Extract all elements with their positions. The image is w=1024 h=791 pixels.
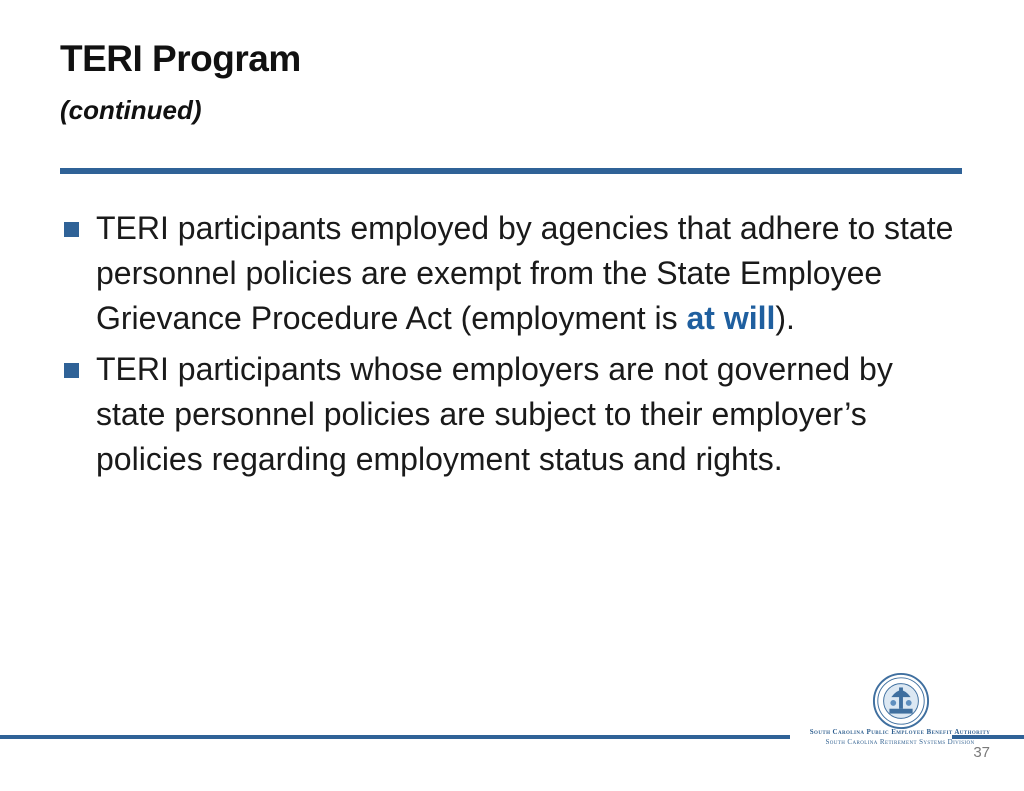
- square-bullet-icon: [64, 363, 79, 378]
- state-seal-icon: [872, 672, 930, 730]
- slide-title: TERI Program: [60, 38, 301, 79]
- bullet-text-after: ).: [775, 300, 795, 336]
- bullet-list: [60, 206, 960, 488]
- footer-divider: [0, 735, 790, 739]
- organization-name: South Carolina Public Employee Benefit Authority: [809, 728, 991, 736]
- bullet-text-before: TERI participants employed by agencies that adhere to state personnel policies are exempt from the State Employee Grievance Procedure Act (employment is: [96, 210, 954, 336]
- page-number: 37: [973, 744, 990, 761]
- square-bullet-icon: [64, 222, 79, 237]
- bullet-text: TERI participants whose employers are not governed by state personnel policies are subject to their employer’s policies regarding employment status and rights.: [96, 351, 893, 477]
- bullet-item: [60, 347, 960, 482]
- slide-subtitle: (continued): [60, 95, 202, 125]
- title-divider: [60, 168, 962, 174]
- bullet-emphasis: at will: [686, 300, 776, 336]
- organization-division: South Carolina Retirement Systems Division: [825, 738, 975, 746]
- bullet-item: [60, 206, 960, 341]
